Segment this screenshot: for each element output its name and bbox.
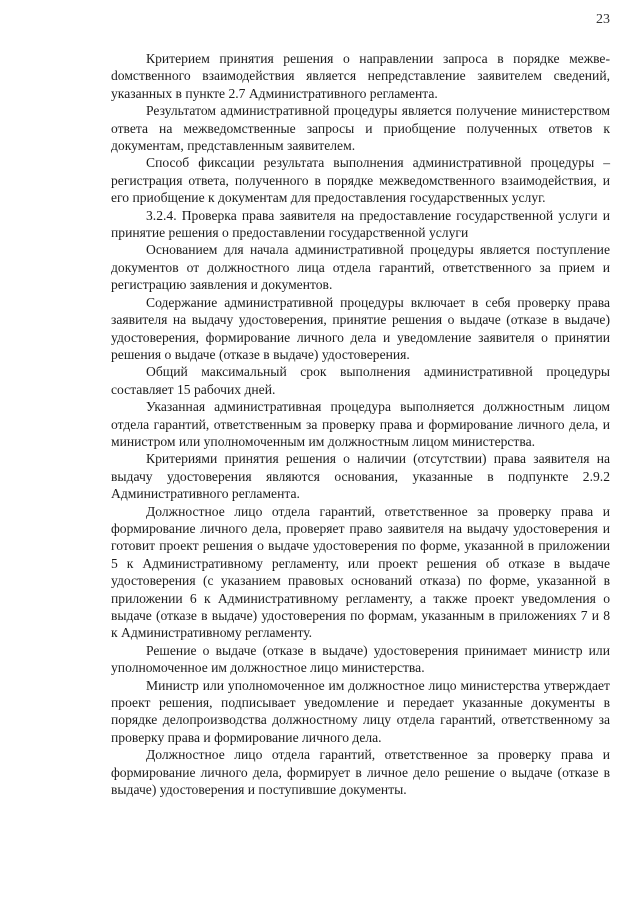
body-text <box>111 50 610 798</box>
paragraph: Способ фиксации результата выполнения административной процедуры – регистрация ответа, полученного в порядке межведомственного взаимодействия, и его приобщение к документам для предоставления государственных услуг. <box>111 155 610 206</box>
paragraph: Результатом административной процедуры является получение министерством ответа на межведомственные запросы и приобщение полученных ответов к документам, представленным заявителем. <box>111 103 610 154</box>
paragraph: Общий максимальный срок выполнения административной процедуры составляет 15 рабочих дней. <box>111 364 610 397</box>
paragraph: Содержание административной процедуры включает в себя проверку права заявителя на выдачу удостоверения, принятие решения о выдаче (отказе в выдаче) удостоверения, формирование личного дела и уведомление заявителя о принятии решения о выдаче (отказе в выдаче) удостоверения. <box>111 294 610 362</box>
paragraph: Должностное лицо отдела гарантий, ответственное за проверку права и формирование личного дела, формирует в личное дело решение о выдаче (отказе в выдаче) удостоверения и поступившие документы. <box>111 747 610 798</box>
section-heading: 3.2.4. Проверка права заявителя на предоставление государственной услуги и принятие решения о предоставлении государственной услуги <box>111 207 610 241</box>
paragraph: Решение о выдаче (отказе в выдаче) удостоверения принимает министр или уполномоченное им должностное лицо министерства. <box>111 642 610 676</box>
paragraph: Должностное лицо отдела гарантий, ответственное за проверку права и формирование личного дела, проверяет право заявителя на выдачу удостоверения и готовит проект решения о выдаче удостоверения по форме, указанной в приложении 5 к Административному регламенту, или проект решения об отказе в выдаче удостоверения (с указанием правовых оснований отказа) по форме, указанной в приложении 6 к Административному регламенту, а также проект уведомления о выдаче (отказе в выдаче) удостоверения по формам, указанным в приложениях 7 и 8 к Административному регламенту. <box>111 503 610 641</box>
page-number: 23 <box>596 12 610 27</box>
paragraph: Указанная административная процедура выполняется должностным лицом отдела гарантий, ответственным за проверку права и формирование личного дела, и министром или уполномоченным им должностным лицом министерства. <box>111 399 610 449</box>
paragraph: Критериями принятия решения о наличии (отсутствии) права заявителя на выдачу удостоверения являются основания, указанные в подпункте 2.9.2 Административного регламента. <box>111 451 610 502</box>
paragraph: Основанием для начала административной процедуры является поступление документов от должностного лица отдела гарантий, ответственного за прием и регистрацию заявления и документов. <box>111 242 610 293</box>
paragraph: Критерием принятия решения о направлении запроса в порядке межвеdомственного взаимодействия является непредставление заявителем сведений, указанных в пункте 2.7 Административного регламента. <box>111 51 610 101</box>
paragraph: Министр или уполномоченное им должностное лицо министерства утверждает проект решения, подписывает уведомление и передает указанные документы в порядке делопроизводства должностному лицу отдела гарантий, ответственному за проверку права и формирование личного дела. <box>111 677 610 745</box>
